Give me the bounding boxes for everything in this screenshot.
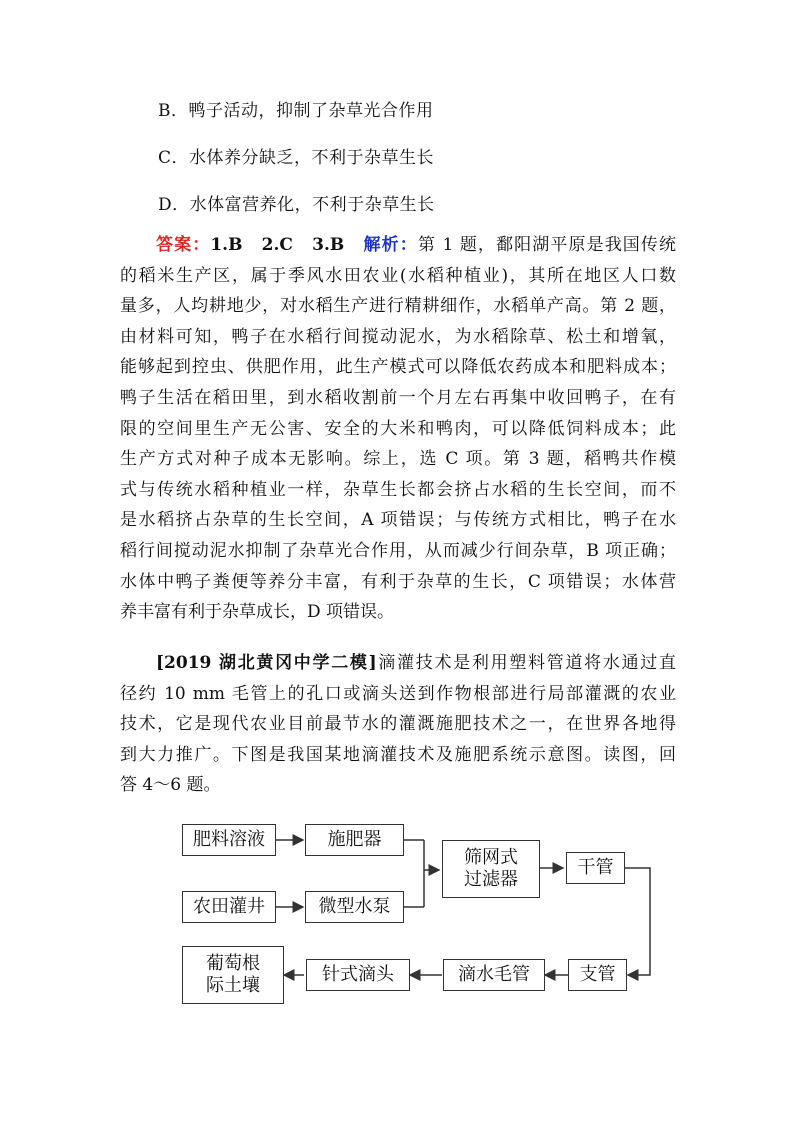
analysis-text-1: 第 1 题，鄱阳湖平原是我国传统 <box>417 235 676 255</box>
box-main-pipe: 干管 <box>566 852 625 884</box>
box-farm-well: 农田灌井 <box>182 891 276 923</box>
box-drip-capillary: 滴水毛管 <box>443 959 545 991</box>
analysis-line: 的稻米生产区，属于季风水田农业(水稻种植业)，其所在地区人口数 <box>120 265 676 286</box>
question-line: 径约 10 mm 毛管上的孔口或滴头送到作物根部进行局部灌溉的农业 <box>120 683 676 704</box>
analysis-line: 鸭子生活在稻田里，到水稻收割前一个月左右再集中收回鸭子，在有 <box>120 387 676 408</box>
analysis-line: 限的空间里生产无公害、安全的大米和鸭肉，可以降低饲料成本；此 <box>120 418 676 439</box>
analysis-line: 稻行间搅动泥水抑制了杂草光合作用，从而减少行间杂草，B 项正确； <box>120 540 676 561</box>
option-b: B．鸭子活动，抑制了杂草光合作用 <box>158 101 434 121</box>
box-fertilizer-solution: 肥料溶液 <box>182 824 276 856</box>
grape-root-soil-label-1: 葡萄根 <box>206 953 260 974</box>
analysis-line: 式与传统水稻种植业一样，杂草生长都会挤占水稻的生长空间，而不 <box>120 479 676 500</box>
answer-label: 答案： <box>156 235 211 255</box>
analysis-line: 量多，人均耕地少，对水稻生产进行精耕细作，水稻单产高。第 2 题， <box>120 296 676 317</box>
question-stem <box>120 648 676 801</box>
box-branch-pipe: 支管 <box>568 959 627 991</box>
grape-root-soil-label-2: 际土壤 <box>206 975 260 996</box>
answer-analysis <box>120 230 676 628</box>
box-needle-dripper: 针式滴头 <box>306 959 410 991</box>
analysis-line: 生产方式对种子成本无影响。综上，选 C 项。第 3 题，稻鸭共作模 <box>120 449 676 470</box>
screen-filter-label-2: 过滤器 <box>464 869 518 890</box>
box-grape-root-soil <box>182 946 284 1004</box>
analysis-line: 由材料可知，鸭子在水稻行间搅动泥水，为水稻除草、松土和增氧， <box>120 326 676 347</box>
analysis-line: 水体中鸭子粪便等养分丰富，有利于杂草的生长，C 项错误；水体营 <box>120 571 676 592</box>
arrow-main-to-branch <box>625 868 650 975</box>
analysis-line: 能够起到控虫、供肥作用，此生产模式可以降低农药成本和肥料成本； <box>120 357 676 378</box>
answer-line-1 <box>120 230 676 261</box>
question-line: 到大力推广。下图是我国某地滴灌技术及施肥系统示意图。读图，回 <box>120 744 676 765</box>
screen-filter-label-1: 筛网式 <box>464 847 518 868</box>
box-micro-pump: 微型水泵 <box>305 891 404 923</box>
drip-irrigation-diagram <box>178 820 652 1010</box>
box-fertilizer-applicator: 施肥器 <box>305 824 404 856</box>
box-screen-filter <box>442 840 540 898</box>
question-line: 技术，它是现代农业目前最节水的灌溉施肥技术之一，在世界各地得 <box>120 714 676 735</box>
question-source: [2019 湖北黄冈中学二模] <box>156 653 377 673</box>
analysis-line: 是水稻挤占杂草的生长空间，A 项错误；与传统方式相比，鸭子在水 <box>120 510 676 531</box>
analysis-label: 解析： <box>363 235 418 255</box>
analysis-line: 养丰富有利于杂草成长，D 项错误。 <box>120 602 395 623</box>
option-c: C．水体养分缺乏，不利于杂草生长 <box>158 148 435 168</box>
option-d: D．水体富营养化，不利于杂草生长 <box>158 195 435 215</box>
answer-values: 1.B 2.C 3.B <box>210 235 364 255</box>
question-text-1: 滴灌技术是利用塑料管道将水通过直 <box>376 653 676 673</box>
question-line-1 <box>120 648 676 679</box>
question-line: 答 4～6 题。 <box>120 775 221 796</box>
